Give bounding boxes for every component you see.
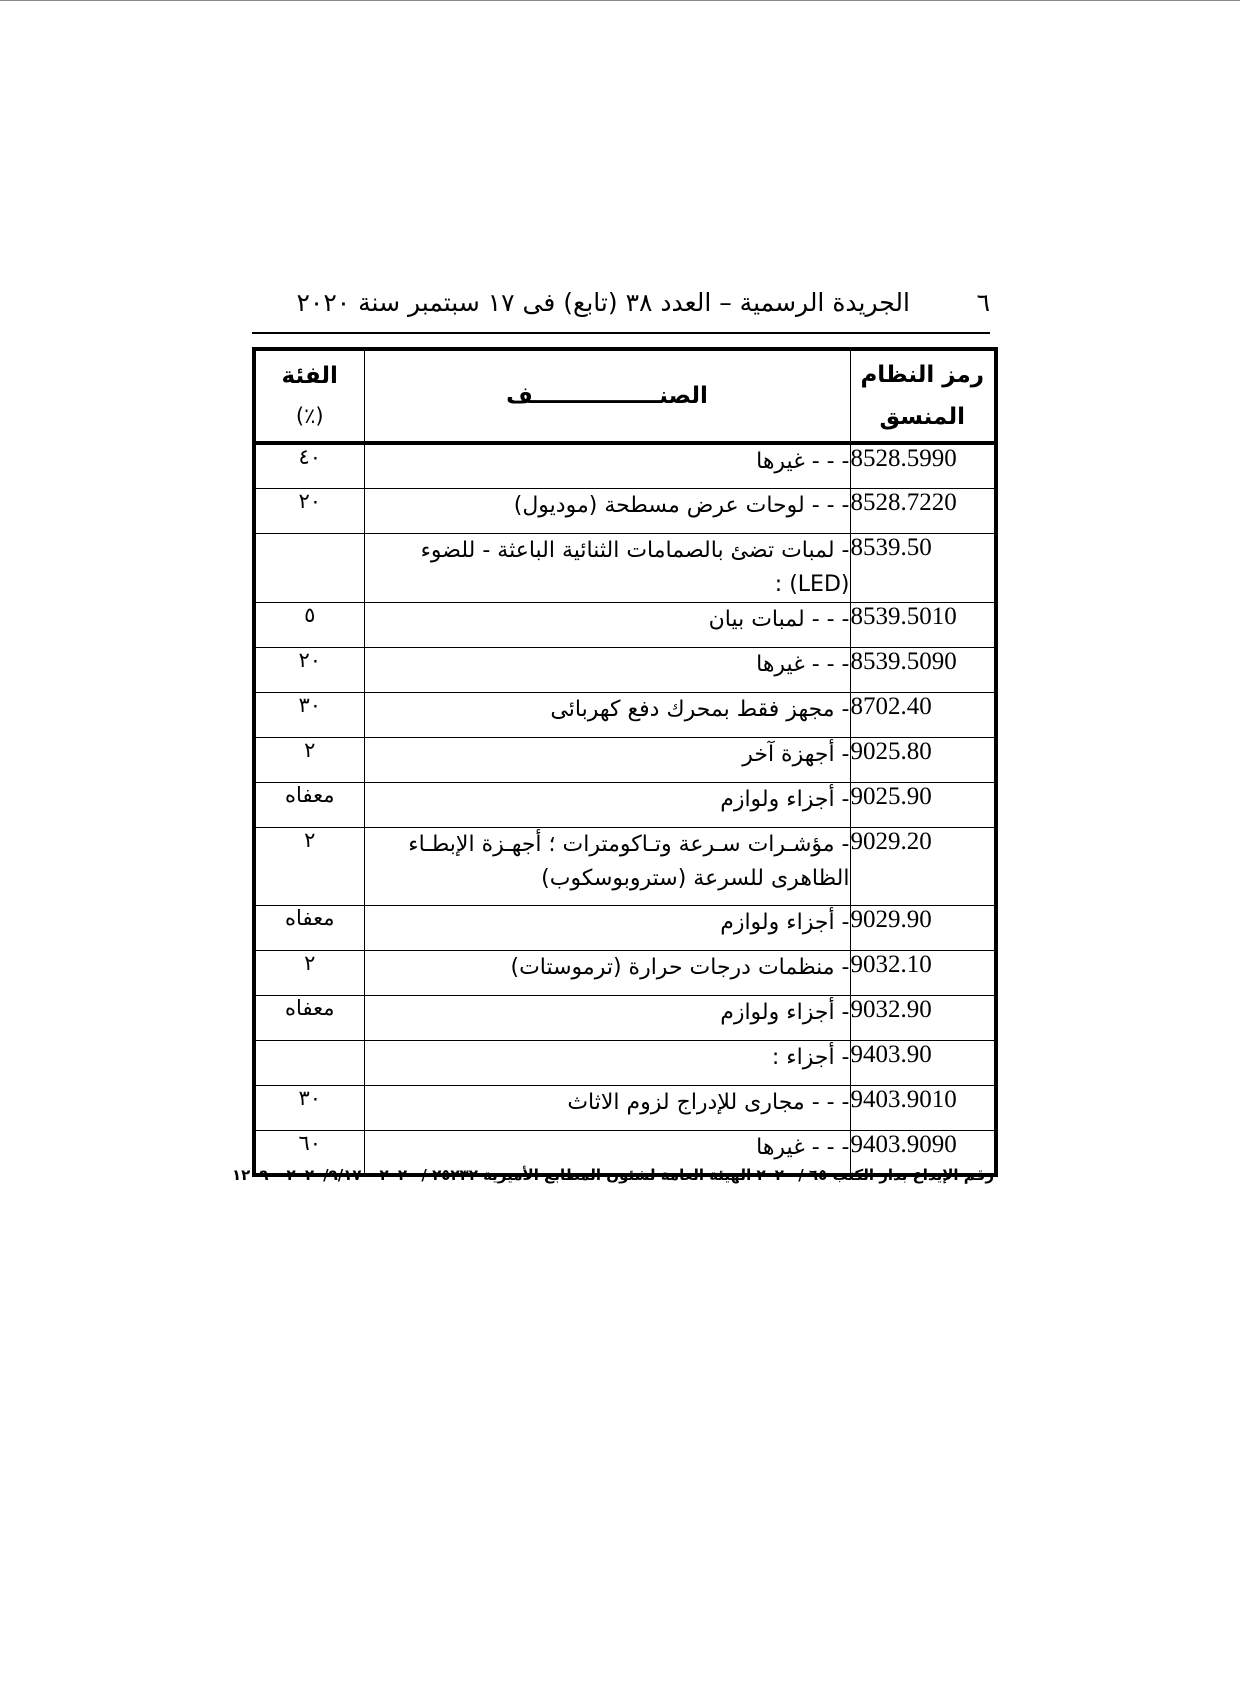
table-row xyxy=(254,647,996,692)
legal-deposit-footer: رقم الإيداع بدار الكتب ٦٥ / ٢٠٢٠ الهيئة العامة لشئون المطابع الأميرية ٢٥٢٣٢ / ٢٠٢٠ – ٢٠٢٠/٩/١٧ – ١٢٠٩ xyxy=(231,1166,994,1184)
gazette-issue-line: الجريدة الرسمية – العدد ٣٨ (تابع) فى ١٧ سبتمبر سنة ٢٠٢٠ xyxy=(296,288,910,317)
duty-rate-cell: معفاه xyxy=(254,995,364,1040)
duty-rate-cell: ٢ xyxy=(254,950,364,995)
duty-rate-cell: ٦٠ xyxy=(254,1130,364,1175)
column-header-rate-line1: الفئة xyxy=(281,363,338,389)
hs-code-cell: 9029.90 xyxy=(850,905,996,950)
table-row xyxy=(254,488,996,533)
hs-code-cell: 9025.90 xyxy=(850,782,996,827)
duty-rate-cell: ٢ xyxy=(254,737,364,782)
column-header-code xyxy=(850,349,996,443)
table-row xyxy=(254,782,996,827)
duty-rate-cell xyxy=(254,533,364,602)
hs-code-cell: 8539.5090 xyxy=(850,647,996,692)
page-number: ٦ xyxy=(976,288,990,317)
duty-rate-cell: ٢ xyxy=(254,827,364,905)
table-row xyxy=(254,1085,996,1130)
item-description-cell: - أجزاء : xyxy=(364,1040,850,1085)
hs-code-cell: 9025.80 xyxy=(850,737,996,782)
duty-rate-cell: ٢٠ xyxy=(254,488,364,533)
item-description-cell: - - - لمبات بيان xyxy=(364,602,850,647)
hs-code-cell: 9032.90 xyxy=(850,995,996,1040)
duty-rate-cell: ٢٠ xyxy=(254,647,364,692)
hs-code-cell: 9029.20 xyxy=(850,827,996,905)
column-header-rate xyxy=(254,349,364,443)
hs-code-cell: 9032.10 xyxy=(850,950,996,995)
duty-rate-cell: معفاه xyxy=(254,905,364,950)
column-header-code-line2: المنسق xyxy=(879,404,965,430)
item-description-cell: - - - لوحات عرض مسطحة (موديول) xyxy=(364,488,850,533)
table-header-row xyxy=(254,349,996,443)
column-header-description: الصنــــــــــــــــف xyxy=(364,349,850,443)
table-row xyxy=(254,443,996,488)
column-header-rate-unit: (٪) xyxy=(295,404,324,428)
hs-code-cell: 9403.90 xyxy=(850,1040,996,1085)
table-row xyxy=(254,1040,996,1085)
table-row xyxy=(254,602,996,647)
hs-code-cell: 8528.5990 xyxy=(850,443,996,488)
item-description-cell: - مجهز فقط بمحرك دفع كهربائى xyxy=(364,692,850,737)
duty-rate-cell: معفاه xyxy=(254,782,364,827)
item-description-cell: - منظمات درجات حرارة (ترموستات) xyxy=(364,950,850,995)
item-description-cell: - - - غيرها xyxy=(364,1130,850,1175)
item-description-cell: - - - غيرها xyxy=(364,647,850,692)
table-row xyxy=(254,950,996,995)
item-description-cell: - أجزاء ولوازم xyxy=(364,782,850,827)
hs-code-cell: 8539.50 xyxy=(850,533,996,602)
top-edge-rule xyxy=(0,0,1240,1)
hs-code-cell: 8539.5010 xyxy=(850,602,996,647)
hs-code-cell: 9403.9090 xyxy=(850,1130,996,1175)
page-header xyxy=(252,282,990,334)
duty-rate-cell: ٣٠ xyxy=(254,1085,364,1130)
table-row xyxy=(254,692,996,737)
hs-code-cell: 8528.7220 xyxy=(850,488,996,533)
item-description-cell: - مؤشـرات سـرعة وتـاكومترات ؛ أجهـزة الإبطـاء الظاهرى للسرعة (ستروبوسكوب) xyxy=(364,827,850,905)
duty-rate-cell: ٣٠ xyxy=(254,692,364,737)
duty-rate-cell: ٥ xyxy=(254,602,364,647)
item-description-cell: - أجهزة آخر xyxy=(364,737,850,782)
table-row xyxy=(254,905,996,950)
duty-rate-cell xyxy=(254,1040,364,1085)
item-description-cell: - لمبات تضئ بالصمامات الثنائية الباعثة - للضوء (LED) : xyxy=(364,533,850,602)
item-description-cell: - - - مجارى للإدراج لزوم الاثاث xyxy=(364,1085,850,1130)
hs-code-cell: 8702.40 xyxy=(850,692,996,737)
table-body xyxy=(254,443,996,1175)
table-row xyxy=(254,737,996,782)
item-description-cell: - - - غيرها xyxy=(364,443,850,488)
item-description-cell: - أجزاء ولوازم xyxy=(364,905,850,950)
hs-code-cell: 9403.9010 xyxy=(850,1085,996,1130)
tariff-table xyxy=(252,347,998,1177)
table-row xyxy=(254,827,996,905)
duty-rate-cell: ٤٠ xyxy=(254,443,364,488)
table-row xyxy=(254,533,996,602)
table-row xyxy=(254,995,996,1040)
item-description-cell: - أجزاء ولوازم xyxy=(364,995,850,1040)
column-header-code-line1: رمز النظام xyxy=(860,362,985,388)
